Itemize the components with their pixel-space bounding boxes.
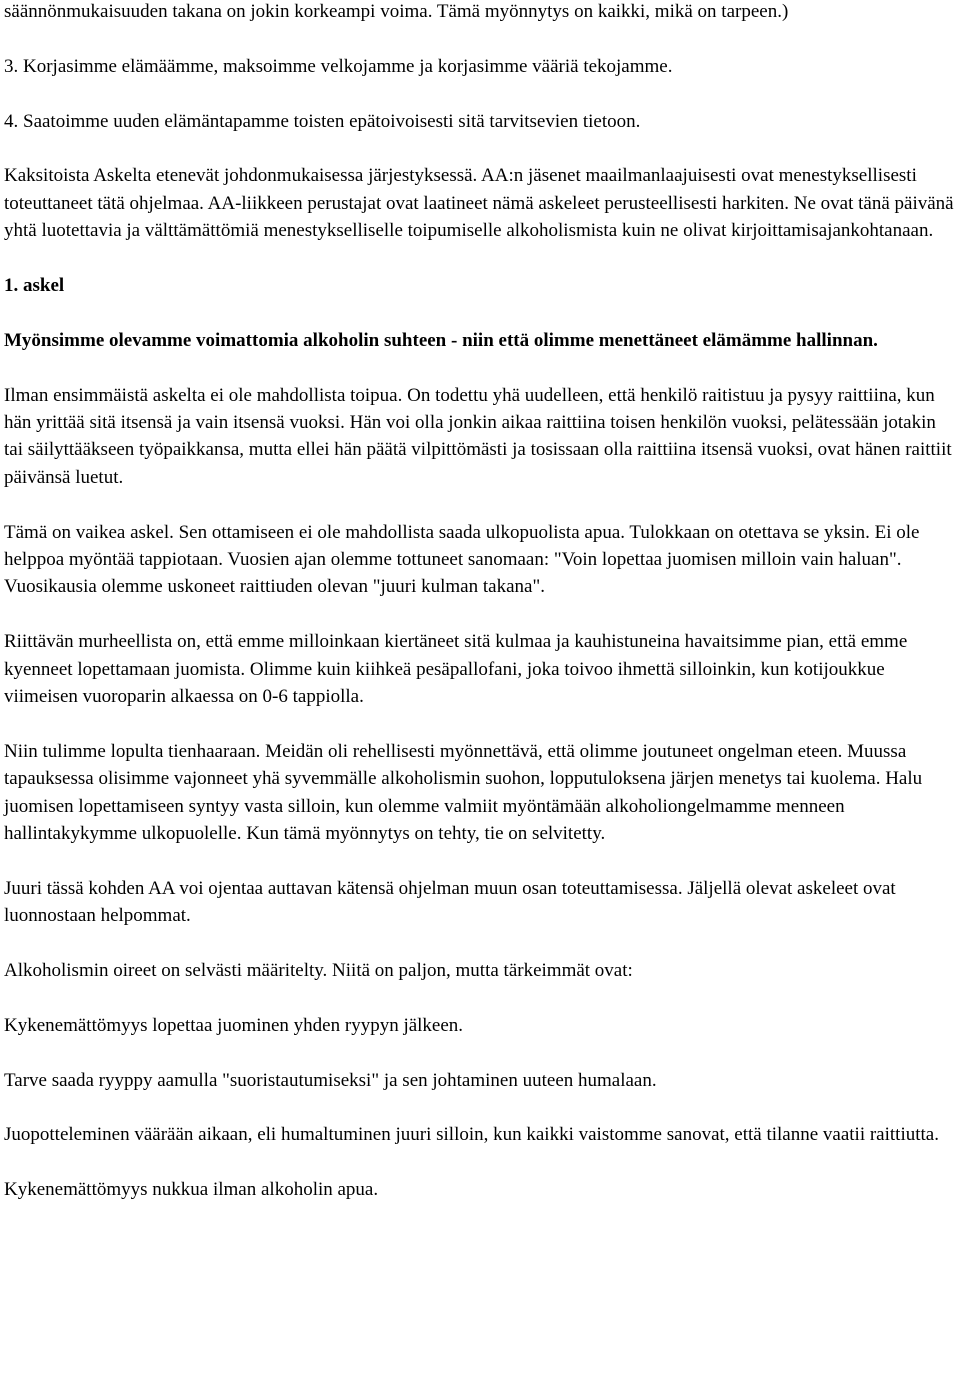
step-heading: 1. askel [4,275,65,296]
paragraph-crossroads: Niin tulimme lopulta tienhaaraan. Meidän oli rehellisesti myönnettävä, että olimme joutuneet ongelman eteen. Muussa tapauksessa olisimme vajonneet yhä syvemmälle alkoholismin suohon, lopputuloksena järjen menetys tai kuolema. Halu juomisen lopettamiseen syntyy vasta silloin, kun olemme valmiit myöntämään alkoholiongelmamme menneen hallintakykymme ulkopuolelle. Kun tämä myönnytys on tehty, tie on selvitetty. [4,740,923,845]
document-page [4,0,956,1231]
symptom-item: Kykenemättömyys nukkua ilman alkoholin apua. [4,1179,379,1201]
step-statement: Myönsimme olevamme voimattomia alkoholin suhteen - niin että olimme menettäneet elämämme hallinnan. [4,329,878,351]
intro-paragraph-tail: säännönmukaisuuden takana on jokin korkeampi voima. Tämä myönnytys on kaikki, mikä on tarpeen.) [4,1,789,22]
paragraph-aa-help: Juuri tässä kohden AA voi ojentaa auttavan kätensä ohjelman muun osan toteuttamisessa. Jäljellä olevat askeleet ovat luonnostaan helpommat. [4,877,896,927]
symptom-item: Tarve saada ryyppy aamulla "suoristautumiseksi" ja sen johtaminen uuteen humalaan. [4,1069,657,1091]
symptom-item: Kykenemättömyys lopettaa juominen yhden ryypyn jälkeen. [4,1014,464,1036]
paragraph-difficult-step: Tämä on vaikea askel. Sen ottamiseen ei ole mahdollista saada ulkopuolista apua. Tulokkaan on otettava se yksin. Ei ole helppoa myöntää tappiotaan. Vuosien ajan olemme tottuneet sanomaan: "Voin lopettaa juomisen milloin vain haluan". Vuosikausia olemme uskoneet raittiuden olevan "juuri kulman takana". [4,521,920,598]
paragraph-first-step-importance: Ilman ensimmäistä askelta ei ole mahdollista toipua. On todettu yhä uudelleen, että henkilö raitistuu ja pysyy raittiina, kun hän yrittää sitä itsensä ja vain itsensä vuoksi. Hän voi olla jonkin aikaa raittiina toisen henkilön vuoksi, pelätessään jotakin tai säilyttääkseen työpaikkansa, mutta ellei hän päätä vilpittömästi ja tosissaan olla raittiina itsensä vuoksi, ovat hänen raittiit päivänsä luetut. [4,384,952,488]
step-3-list-item: 3. Korjasimme elämäämme, maksoimme velkojamme ja korjasimme vääriä tekojamme. [4,55,673,77]
overview-paragraph: Kaksitoista Askelta etenevät johdonmukaisessa järjestyksessä. AA:n jäsenet maailmanlaajuisesti ovat menestyksellisesti toteuttaneet tätä ohjelmaa. AA-liikkeen perustajat ovat laatineet nämä askeleet perusteellisesti harkiten. Ne ovat tänä päivänä yhtä luotettavia ja välttämättömiä menestykselliselle toipumiselle alkoholismista kuin ne olivat kirjoittamisajankohtanaan. [4,165,954,242]
paragraph-corner: Riittävän murheellista on, että emme milloinkaan kiertäneet sitä kulmaa ja kauhistuneina havaitsimme pian, että emme kyenneet lopettamaan juomista. Olimme kuin kiihkeä pesäpallofani, joka toivoo ihmettä silloinkin, kun kotijoukkue viimeisen vuoroparin alkaessa on 0-6 tappiolla. [4,631,908,708]
symptom-item: Juopotteleminen väärään aikaan, eli humaltuminen juuri silloin, kun kaikki vaistomme sanovat, että tilanne vaatii raittiutta. [4,1124,939,1146]
step-4-list-item: 4. Saatoimme uuden elämäntapamme toisten epätoivoisesti sitä tarvitsevien tietoon. [4,110,641,132]
paragraph-symptoms-intro: Alkoholismin oireet on selvästi määritelty. Niitä on paljon, mutta tärkeimmät ovat: [4,960,633,982]
